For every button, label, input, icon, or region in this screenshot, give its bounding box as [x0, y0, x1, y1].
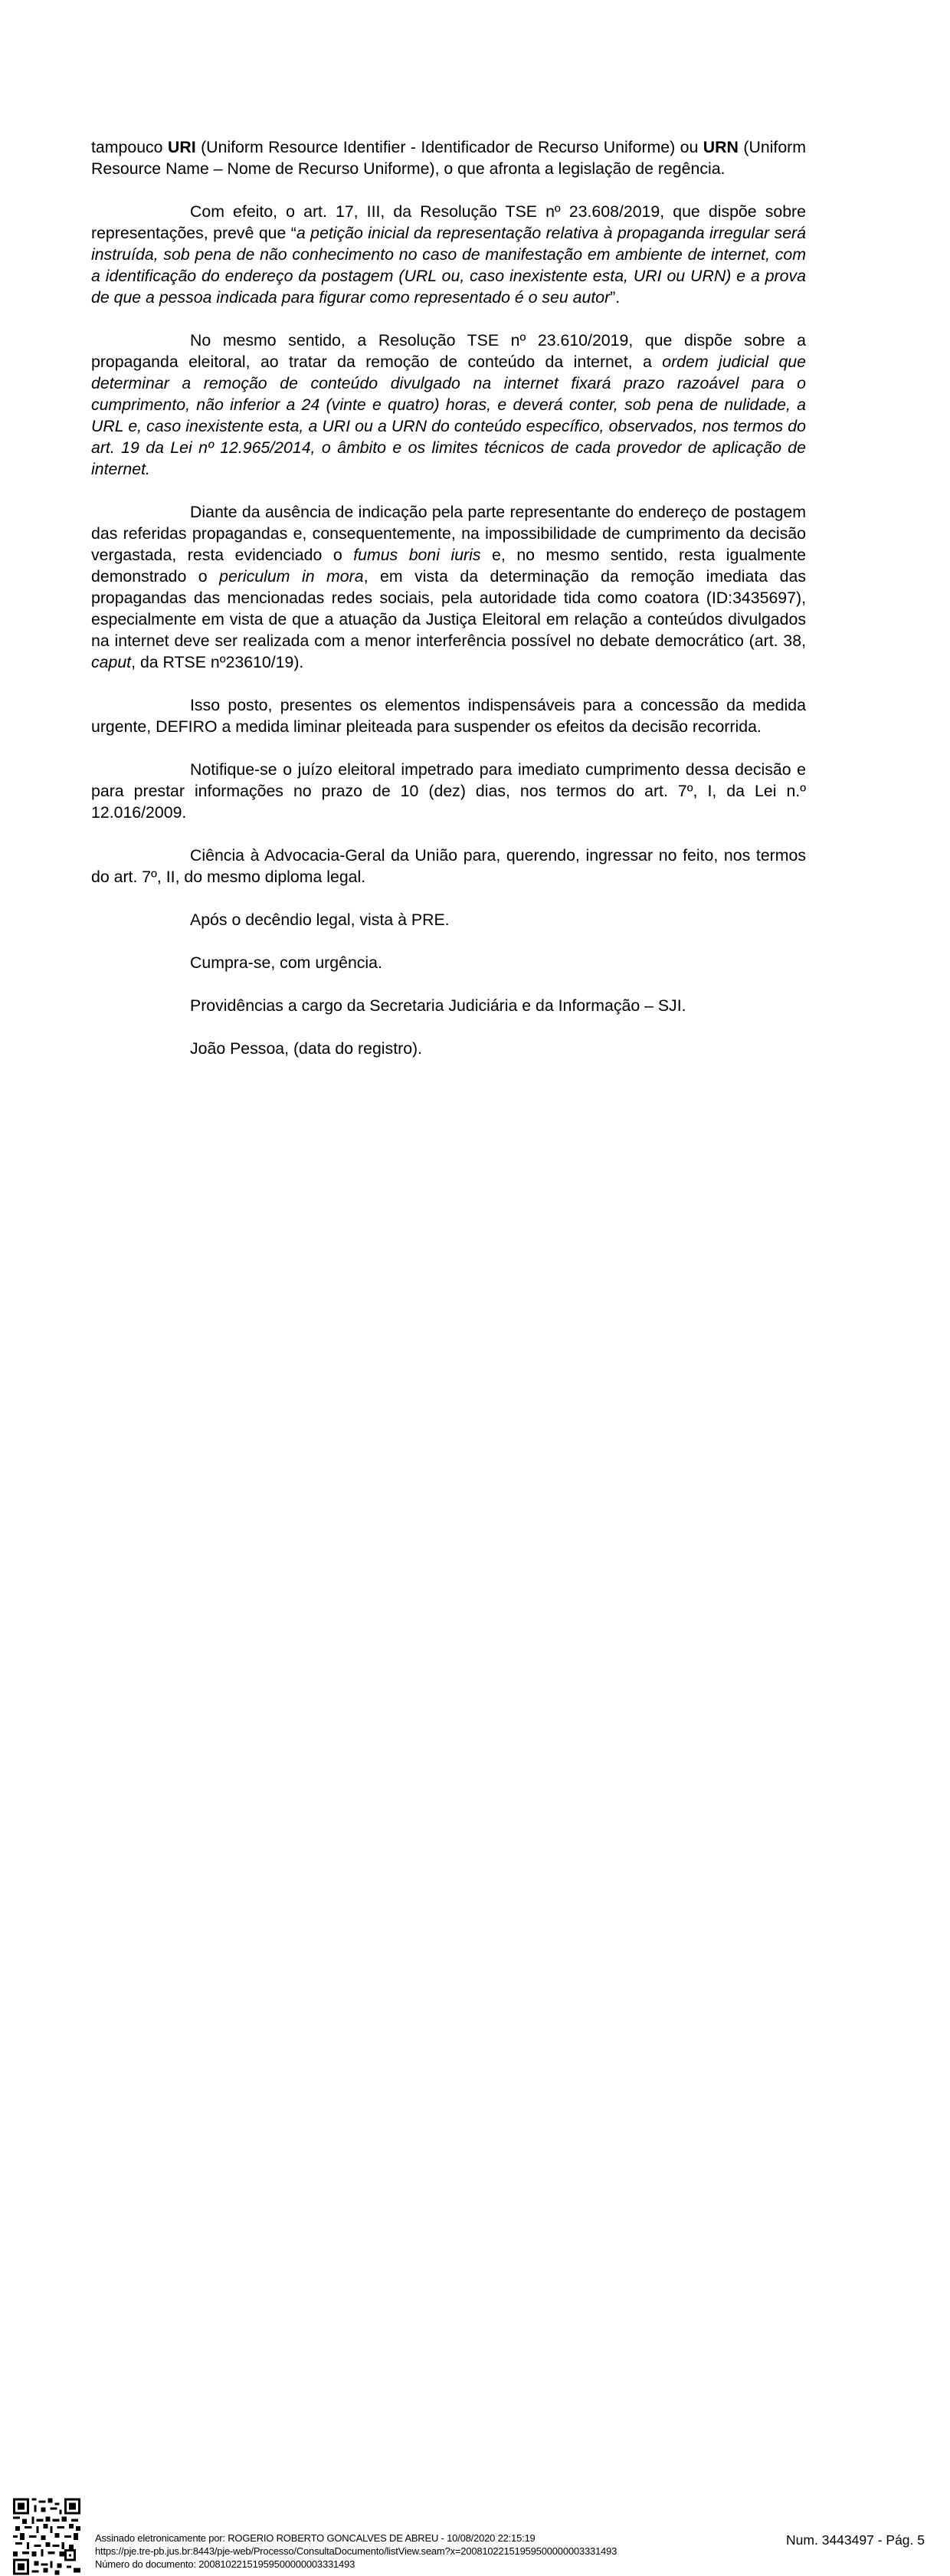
signature-block — [95, 2532, 617, 2571]
text-segment: , da RTSE nº23610/19). — [131, 653, 304, 671]
text-segment: Com efeito, o art. 17, III, da Resolução TSE nº 23.608/2019, que dispõe sobre representações, prevê que “ — [91, 202, 806, 242]
text-segment: No mesmo sentido, a Resolução TSE nº 23.610/2019, que dispõe sobre a propaganda eleitoral, ao tratar da remoção de conteúdo da internet, a — [91, 331, 806, 371]
text-segment: fumus boni iuris — [353, 546, 481, 564]
paragraph-4 — [91, 501, 806, 673]
document-number-text: Número do documento: 20081022151959500000003331493 — [95, 2558, 355, 2570]
text-segment: Notifique-se o juízo eleitoral impetrado para imediato cumprimento dessa decisão e para prestar informações no prazo de 10 (dez) dias, nos termos do art. 7º, I, da Lei n.º 12.016/2009. — [91, 760, 806, 822]
text-segment: Ciência à Advocacia-Geral da União para, querendo, ingressar no feito, nos termos do art. 7º, II, do mesmo diploma legal. — [91, 846, 806, 886]
closing-line-1: Após o decêndio legal, vista à PRE. — [190, 911, 450, 929]
closing-line-4: João Pessoa, (data do registro). — [190, 1039, 423, 1058]
text-segment: URI — [167, 138, 196, 156]
document-url-link[interactable]: https://pje.tre-pb.jus.br:8443/pje-web/Processo/ConsultaDocumento/listView.seam?x=20081022151959500000003331493 — [95, 2545, 618, 2557]
text-segment: Diante da ausência de indicação pela parte representante do endereço de postagem das referidas propagandas e, consequentemente, na impossibilidade de cumprimento da decisão vergastada, resta evidenciado o — [91, 503, 806, 564]
paragraph-5 — [91, 694, 806, 737]
qr-code-icon[interactable] — [13, 2497, 80, 2576]
text-segment: a petição inicial da representação relativa à propaganda irregular será instruída, sob pena de não conhecimento no caso de manifestação em ambiente de internet, com a identificação do endereço da postagem (URL ou, caso inexistente esta, URI ou URN) e a prova de que a pessoa indicada para figurar como representado é o seu autor — [91, 224, 806, 307]
text-segment: ”. — [610, 288, 621, 307]
closing-line-3: Providências a cargo da Secretaria Judiciária e da Informação – SJI. — [190, 996, 686, 1015]
text-segment: (Uniform Resource Identifier - Identificador de Recurso Uniforme) ou — [195, 138, 703, 156]
paragraph-3 — [91, 330, 806, 480]
closing-line-2: Cumpra-se, com urgência. — [190, 953, 382, 972]
text-segment: caput — [91, 653, 132, 671]
text-segment: , em vista da determinação da remoção imediata das propagandas das mencionadas redes sociais, pela autoridade tida como coatora (ID:3435697), especialmente em vista de que a atuação da Justiça Eleitoral em relação a conteúdos divulgados na internet deve ser realizada com a menor interferência possível no debate democrático (art. 38, — [91, 567, 806, 650]
text-segment: URN — [703, 138, 739, 156]
text-segment: e, no mesmo sentido, resta igualmente demonstrado o — [91, 546, 806, 586]
paragraph-2 — [91, 201, 806, 308]
paragraph-7 — [91, 845, 806, 888]
signature-footer — [0, 1245, 950, 2570]
document-body — [91, 136, 806, 1081]
text-segment: Isso posto, presentes os elementos indispensáveis para a concessão da medida urgente, DEFIRO a medida liminar pleiteada para suspender os efeitos da decisão recorrida. — [91, 696, 806, 736]
paragraph-6 — [91, 759, 806, 823]
text-segment: tampouco — [91, 138, 168, 156]
paragraph-1 — [91, 136, 806, 179]
text-segment: (Uniform Resource Name – Nome de Recurso Uniforme), o que afronta a legislação de regência. — [91, 138, 806, 178]
text-segment: periculum in mora — [219, 567, 364, 586]
page-reference: Num. 3443497 - Pág. 5 — [786, 2532, 925, 2548]
text-segment: ordem judicial que determinar a remoção de conteúdo divulgado na internet fixará prazo razoável para o cumprimento, não inferior a 24 (vinte e quatro) horas, e deverá conter, sob pena de nulidade, a URL e, caso inexistente esta, a URI ou a URN do conteúdo específico, observados, nos termos do art. 19 da Lei nº 12.965/2014, o âmbito e os limites técnicos de cada provedor de aplicação de internet. — [91, 353, 807, 478]
signed-by-text: Assinado eletronicamente por: ROGERIO ROBERTO GONCALVES DE ABREU - 10/08/2020 22:15:19 — [95, 2532, 536, 2544]
